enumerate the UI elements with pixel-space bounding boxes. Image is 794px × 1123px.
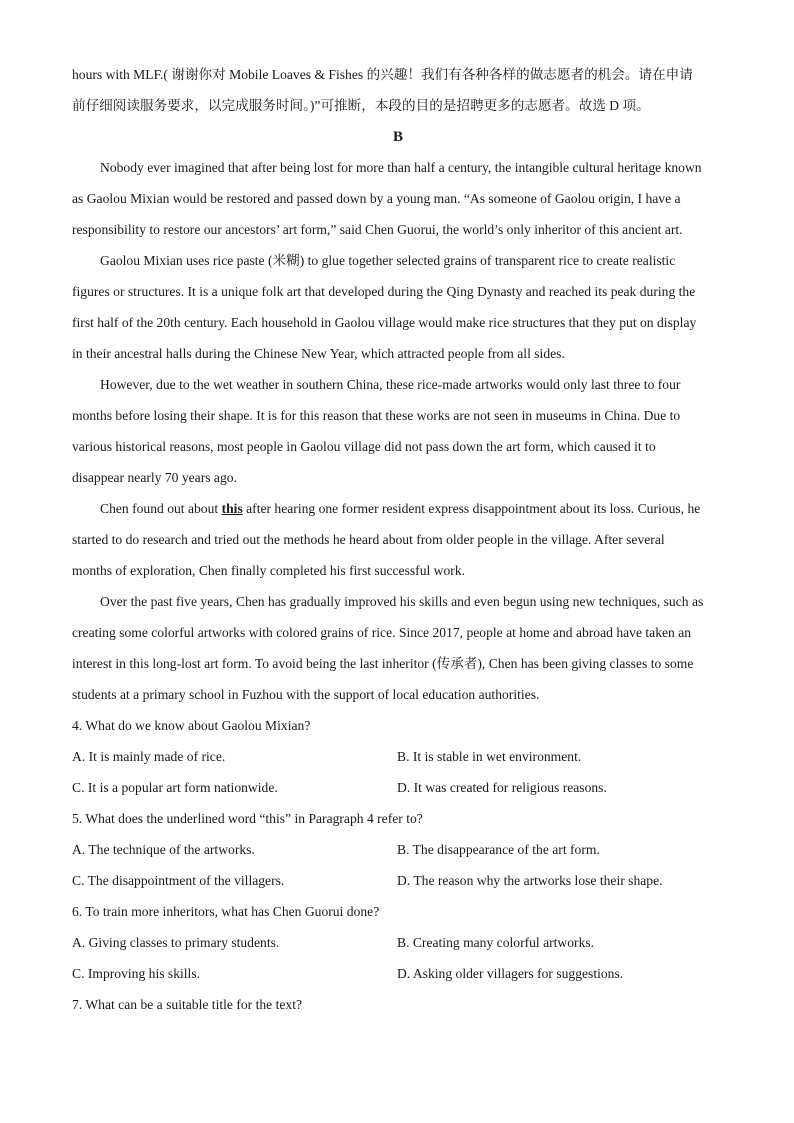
option-a: A. It is mainly made of rice. [72,749,226,764]
paragraph-5 [72,591,724,715]
paragraph-2 [72,250,724,374]
paragraph-1 [72,157,724,250]
p4-text-after: after hearing one former resident express disappointment about its loss. Curious, he [242,501,701,516]
underlined-word-this: this [221,501,243,516]
option-d: D. It was created for religious reasons. [397,780,607,795]
options-row [72,870,724,901]
paragraph-line: months before losing their shape. It is for this reason that these works are not seen in museums in China. Due to [72,408,681,423]
option-a: A. Giving classes to primary students. [72,935,280,950]
options-row [72,777,724,808]
paragraph-line: various historical reasons, most people in Gaolou village did not pass down the art form, which caused it to [72,439,656,454]
option-b: B. The disappearance of the art form. [397,842,600,857]
option-d: D. The reason why the artworks lose their shape. [397,873,663,888]
paragraph-3 [72,374,724,498]
paragraph-line: However, due to the wet weather in southern China, these rice-made artworks would only last three to four [100,377,681,392]
option-b: B. Creating many colorful artworks. [397,935,595,950]
paragraph-line: first half of the 20th century. Each household in Gaolou village would make rice structures that they put on display [72,315,697,330]
question-stem: 6. To train more inheritors, what has Chen Guorui done? [72,904,380,919]
option-b: B. It is stable in wet environment. [397,749,582,764]
option-c: C. The disappointment of the villagers. [72,873,285,888]
paragraph-line: responsibility to restore our ancestors’ art form,” said Chen Guorui, the world’s only inheritor of this ancient art. [72,222,683,237]
option-c: C. Improving his skills. [72,966,201,981]
paragraph-4 [72,498,724,591]
document-page [72,64,724,1025]
options-row [72,839,724,870]
paragraph-line: Nobody ever imagined that after being lost for more than half a century, the intangible cultural heritage known [100,160,702,175]
paragraph-line: creating some colorful artworks with colored grains of rice. Since 2017, people at home and abroad have taken an [72,625,692,640]
question-6 [72,901,724,994]
paragraph-line: months of exploration, Chen finally completed his first successful work. [72,563,466,578]
question-5 [72,808,724,901]
paragraph-line: figures or structures. It is a unique folk art that developed during the Qing Dynasty and reached its peak during the [72,284,696,299]
intro-line-1: hours with MLF.( 谢谢你对 Mobile Loaves & Fishes 的兴趣！我们有各种各样的做志愿者的机会。请在申请 [72,67,693,82]
question-7 [72,994,724,1025]
p4-text-before: Chen found out about [100,501,222,516]
question-stem: 4. What do we know about Gaolou Mixian? [72,718,311,733]
options-row [72,746,724,777]
option-d: D. Asking older villagers for suggestions. [397,966,624,981]
option-a: A. The technique of the artworks. [72,842,255,857]
paragraph-line: Over the past five years, Chen has gradually improved his skills and even begun using new techniques, such as [100,594,704,609]
paragraph-line: in their ancestral halls during the Chinese New Year, which attracted people from all sides. [72,346,565,361]
paragraph-line: interest in this long-lost art form. To avoid being the last inheritor (传承者), Chen has been giving classes to some [72,656,694,671]
question-stem: 5. What does the underlined word “this” in Paragraph 4 refer to? [72,811,423,826]
options-row [72,963,724,994]
question-4 [72,715,724,808]
paragraph-line: disappear nearly 70 years ago. [72,470,237,485]
paragraph-line: Gaolou Mixian uses rice paste (米糊) to glue together selected grains of transparent rice to create realistic [100,253,676,268]
question-stem: 7. What can be a suitable title for the text? [72,997,302,1012]
paragraph-line: students at a primary school in Fuzhou with the support of local education authorities. [72,687,540,702]
option-c: C. It is a popular art form nationwide. [72,780,278,795]
options-row [72,932,724,963]
paragraph-line [72,498,724,529]
paragraph-line: as Gaolou Mixian would be restored and passed down by a young man. “As someone of Gaolou origin, I have a [72,191,681,206]
intro-line-2: 前仔细阅读服务要求，以完成服务时间。)”可推断，本段的目的是招聘更多的志愿者。故选 D 项。 [72,98,650,113]
paragraph-line: started to do research and tried out the methods he heard about from older people in the village. After several [72,532,665,547]
section-heading: B [392,129,403,145]
